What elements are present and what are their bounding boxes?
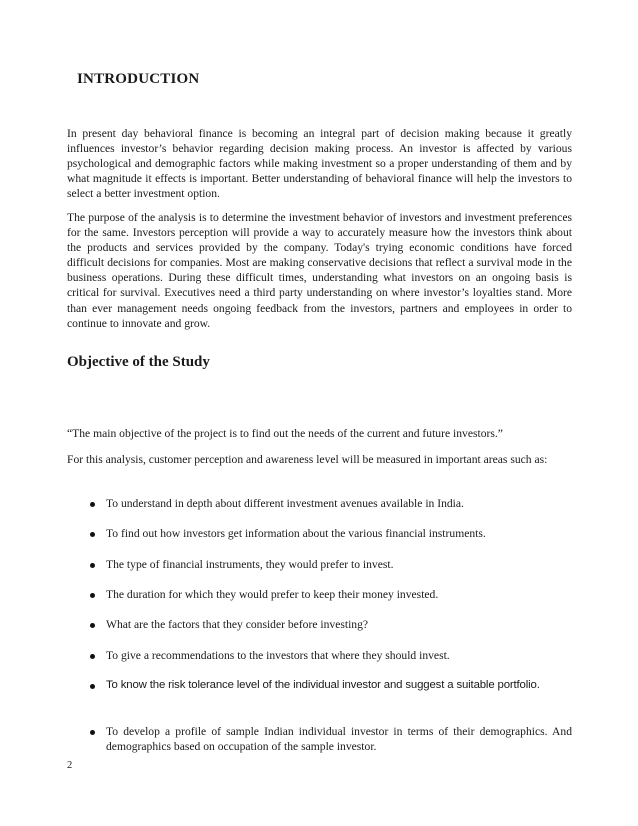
bullet-icon [90, 532, 95, 537]
bullet-icon [90, 593, 95, 598]
analysis-paragraph: For this analysis, customer perception and awareness level will be measured in important areas such as: [67, 453, 548, 466]
introduction-paragraph-2: The purpose of the analysis is to determine the investment behavior of investors and investment preferences for the same. Investors perception will provide a way to accurately measure how the investors think about the products and services provided by the company. Today's trying economic conditions have forced difficult decisions for companies. Most are making conservative decisions that reflect a survival mode in the business operations. During these difficult times, understanding what investors on an ongoing basis is critical for survival. Executives need a third party understanding on where investor’s loyalties stand. More than ever management needs ongoing feedback from the investors, partners and employees in order to continue to innovate and grow. [67, 211, 572, 330]
introduction-heading: INTRODUCTION [77, 71, 200, 87]
objective-quote: “The main objective of the project is to find out the needs of the current and future investors.” [67, 427, 503, 440]
objective-item-text: The duration for which they would prefer to keep their money invested. [106, 588, 439, 601]
bullet-icon [90, 684, 95, 689]
objective-item-text: To develop a profile of sample Indian individual investor in terms of their demographics. And demographics based on occupation of the sample investor. [106, 725, 572, 754]
objective-item-text: To know the risk tolerance level of the individual investor and suggest a suitable portfolio. [106, 679, 540, 691]
bullet-icon [90, 563, 95, 568]
bullet-icon [90, 654, 95, 659]
bullet-icon [90, 623, 95, 628]
introduction-paragraph-1: In present day behavioral finance is becoming an integral part of decision making because it greatly influences investor’s behavior regarding decision making process. An investor is affected by various psychological and demographic factors while making investment so a proper understanding of them and by what magnitude it effects is important. Better understanding of behavioral finance will help the investors to select a better investment option. [67, 127, 572, 201]
objective-item-text: To give a recommendations to the investors that where they should invest. [106, 649, 450, 662]
page-number: 2 [67, 760, 73, 771]
bullet-icon [90, 730, 95, 735]
bullet-icon [90, 502, 95, 507]
objective-item-text: What are the factors that they consider before investing? [106, 618, 369, 631]
objective-item-text: To find out how investors get information about the various financial instruments. [106, 527, 486, 540]
objective-item-text: The type of financial instruments, they would prefer to invest. [106, 558, 394, 571]
objective-item-text: To understand in depth about different investment avenues available in India. [106, 497, 464, 510]
objective-heading: Objective of the Study [67, 354, 210, 370]
